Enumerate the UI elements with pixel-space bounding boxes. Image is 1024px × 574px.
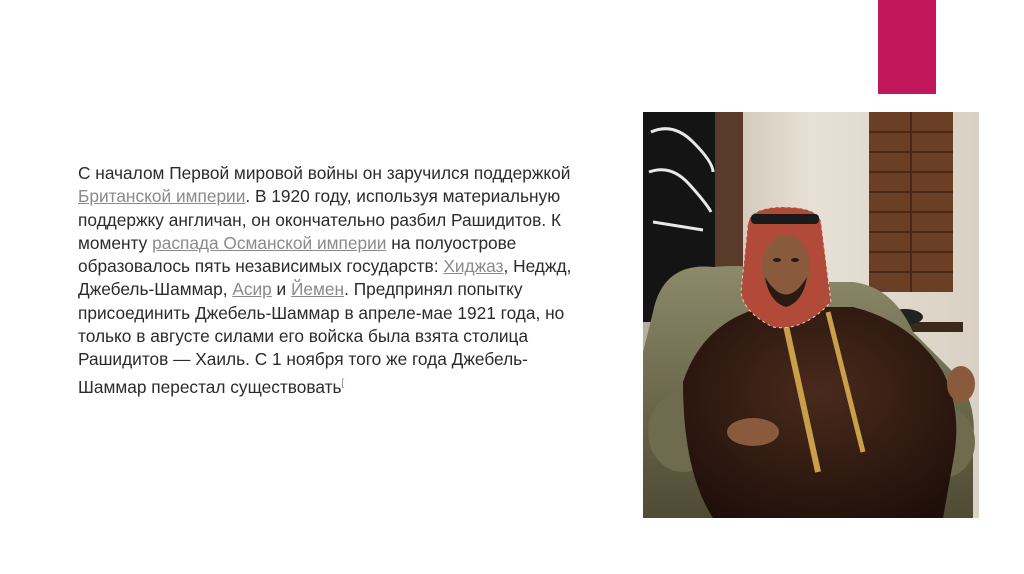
portrait-photo [643,112,979,518]
link-hejaz[interactable]: Хиджаз [443,256,504,277]
text-segment: на полуострове образовалось пять независимых государств: [78,232,517,277]
link-british-empire[interactable]: Британской империи [78,186,246,207]
body-paragraph [78,162,588,399]
portrait-illustration [643,112,979,518]
text-segment: и [271,279,292,300]
text-segment: . В 1920 году, используя материальную поддержку англичан, он окончательно разбил Рашидитов. К моменту [78,186,562,253]
text-segment: С началом Первой мировой войны он заручился поддержкой [78,163,571,183]
link-asir[interactable]: Асир [232,279,272,300]
link-ottoman-collapse[interactable]: распада Османской империи [152,232,387,253]
footnote-marker: [ [341,377,345,389]
text-segment: . Предпринял попытку присоединить Джебель-Шаммар в апреле-мае 1921 года, но только в августе силами его войска была взята столица Рашидитов — Хаиль. С 1 ноября того же года Джебель-Шаммар перестал существовать [78,279,565,397]
text-segment: , Неджд, Джебель-Шаммар, [78,256,572,300]
link-yemen[interactable]: Йемен [291,279,345,300]
accent-bar [878,0,936,94]
